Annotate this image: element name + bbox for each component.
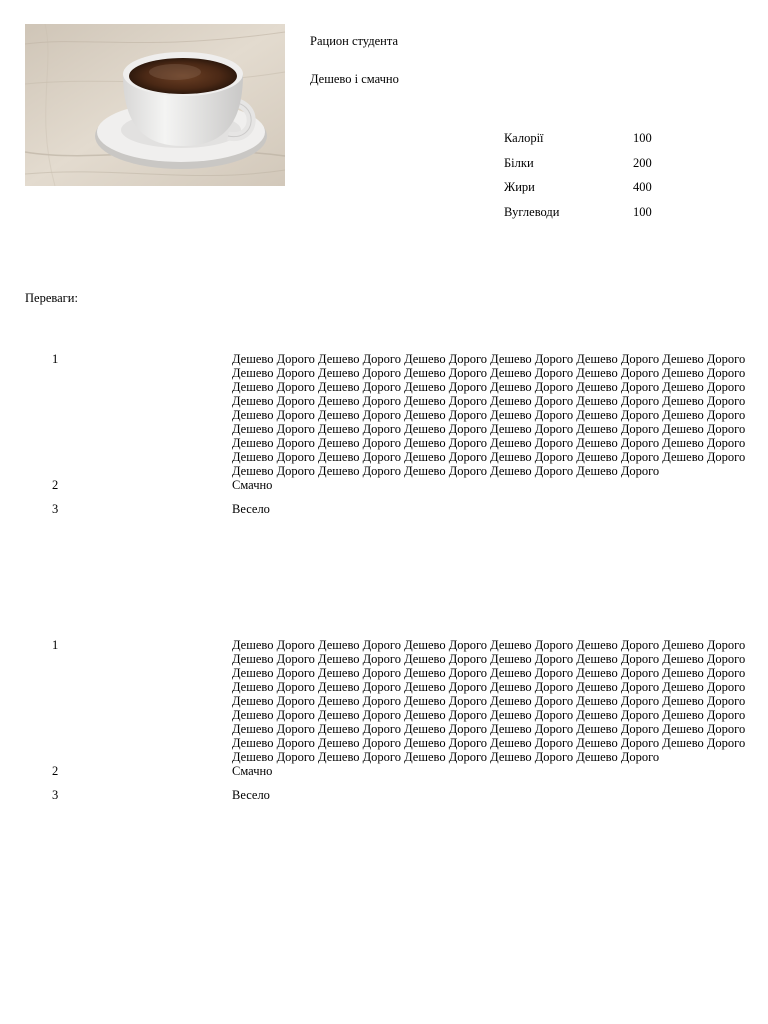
nutrition-name: Вуглеводи [504,204,560,219]
item-number: 1 [52,638,59,652]
coffee-cup-icon [25,24,285,186]
page-title: Рацион студента [310,34,399,48]
advantages-list-2 [25,638,768,812]
nutrition-value: 400 [633,180,652,194]
nutrition-name: Калорії [504,131,544,145]
item-number: 1 [52,352,59,366]
nutrition-name: Білки [504,155,534,170]
nutrition-row [504,156,652,181]
advantages-list-1 [25,352,768,526]
page-subtitle: Дешево і смачно [310,72,399,86]
item-text: Дешево Дорого Дешево Дорого Дешево Дорого Дешево Дорого Дешево Дорого Дешево Дорого Дешево Дорого Дешево Дорого Дешево Дорого Дешево Дорого Дешево Дорого Дешево Дорого Дешево Дорого Дешево Дорого Дешево Дорого Дешево Дорого Дешево Дорого Дешево Дорого Дешево Дорого Дешево Дорого Дешево Дорого Дешево Дорого Дешево Дорого Дешево Дорого Дешево Дорого Дешево Дорого Дешево Дорого Дешево Дорого Дешево Дорого Дешево Дорого Дешево Дорого Дешево Дорого Дешево Дорого Дешево Дорого Дешево Дорого Дешево Дорого Дешево Дорого Дешево Дорого Дешево Дорого Дешево Дорого Дешево Дорого Дешево Дорого Дешево Дорого Дешево Дорого Дешево Дорого Дешево Дорого Дешево Дорого Дешево Дорого Дешево Дорого Дешево Дорого Дешево Дорого Дешево Дорого Дешево Дорого [232,352,746,478]
item-text: Весело [232,788,270,802]
list-item [25,638,768,764]
item-number: 2 [52,478,59,492]
advantages-label: Переваги: [25,291,78,305]
nutrition-row [504,131,652,156]
item-text: Смачно [232,478,273,492]
list-item [25,502,768,526]
nutrition-name: Жири [504,180,535,194]
list-item [25,478,768,502]
list-item [25,764,768,788]
list-item [25,352,768,478]
item-text: Дешево Дорого Дешево Дорого Дешево Дорого Дешево Дорого Дешево Дорого Дешево Дорого Дешево Дорого Дешево Дорого Дешево Дорого Дешево Дорого Дешево Дорого Дешево Дорого Дешево Дорого Дешево Дорого Дешево Дорого Дешево Дорого Дешево Дорого Дешево Дорого Дешево Дорого Дешево Дорого Дешево Дорого Дешево Дорого Дешево Дорого Дешево Дорого Дешево Дорого Дешево Дорого Дешево Дорого Дешево Дорого Дешево Дорого Дешево Дорого Дешево Дорого Дешево Дорого Дешево Дорого Дешево Дорого Дешево Дорого Дешево Дорого Дешево Дорого Дешево Дорого Дешево Дорого Дешево Дорого Дешево Дорого Дешево Дорого Дешево Дорого Дешево Дорого Дешево Дорого Дешево Дорого Дешево Дорого Дешево Дорого Дешево Дорого Дешево Дорого Дешево Дорого Дешево Дорого Дешево Дорого [232,638,746,764]
item-number: 3 [52,788,59,802]
nutrition-row [504,180,652,205]
nutrition-value: 200 [633,155,652,170]
item-text: Весело [232,502,270,516]
item-number: 3 [52,502,59,516]
nutrition-value: 100 [633,131,652,145]
item-number: 2 [52,764,59,778]
coffee-cup-image [25,24,285,186]
list-item [25,788,768,812]
nutrition-row [504,205,652,230]
nutrition-table [504,131,652,229]
nutrition-value: 100 [633,204,652,219]
item-text: Смачно [232,764,273,778]
